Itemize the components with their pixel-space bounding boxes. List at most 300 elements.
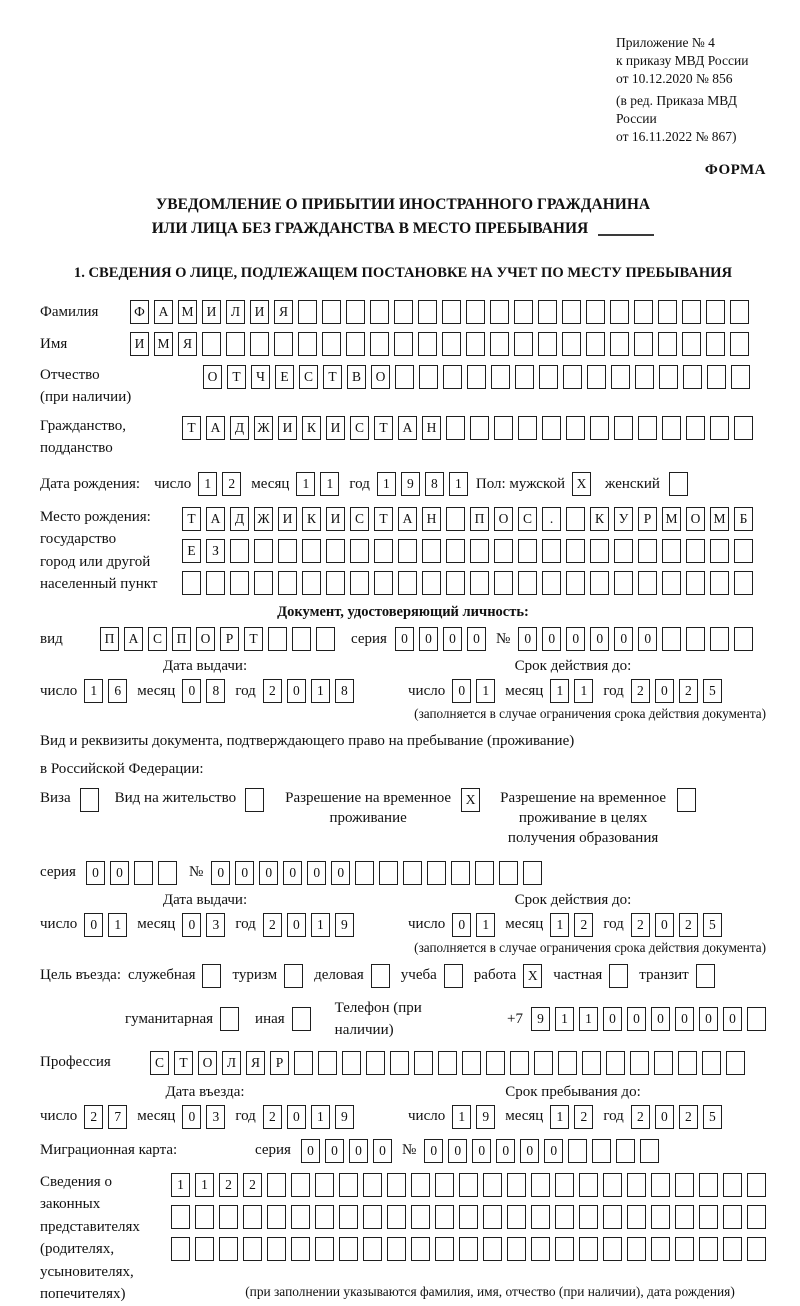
mc-number-cell[interactable]: 0 [424, 1139, 443, 1163]
patronymic-cell[interactable]: О [203, 365, 222, 389]
representative-cell[interactable] [483, 1205, 502, 1229]
surname-cell[interactable] [322, 300, 341, 324]
citizenship-cell[interactable] [710, 416, 729, 440]
citizenship-cell[interactable] [518, 416, 537, 440]
stay-day-cell[interactable]: 1 [452, 1105, 471, 1129]
given-name-cell[interactable] [322, 332, 341, 356]
doc-number-cell[interactable] [734, 627, 753, 651]
birth-place-cell[interactable] [470, 571, 489, 595]
profession-cell[interactable] [462, 1051, 481, 1075]
sex-male-checkbox[interactable]: X [572, 472, 591, 496]
birth-place-cell[interactable] [662, 571, 681, 595]
citizenship-cell[interactable] [614, 416, 633, 440]
patronymic-cell[interactable] [587, 365, 606, 389]
doc-kind-cell[interactable]: С [148, 627, 167, 651]
surname-cell[interactable] [610, 300, 629, 324]
issue-month-cell[interactable]: 0 [182, 679, 201, 703]
profession-cell[interactable] [630, 1051, 649, 1075]
representative-cell[interactable] [699, 1205, 718, 1229]
given-name-cell[interactable] [466, 332, 485, 356]
birth-place-cell[interactable]: Р [638, 507, 657, 531]
citizenship-cell[interactable]: И [278, 416, 297, 440]
entry-month-cell[interactable]: 3 [206, 1105, 225, 1129]
residence-permit-checkbox[interactable] [245, 788, 264, 812]
representative-cell[interactable] [387, 1173, 406, 1197]
citizenship-cell[interactable]: Д [230, 416, 249, 440]
birth-place-cell[interactable]: К [302, 507, 321, 531]
representative-cell[interactable] [531, 1173, 550, 1197]
birth-year-cell[interactable]: 8 [425, 472, 444, 496]
representative-cell[interactable] [459, 1237, 478, 1261]
purpose-checkbox[interactable]: X [523, 964, 542, 988]
representative-cell[interactable] [363, 1237, 382, 1261]
representative-cell[interactable] [699, 1173, 718, 1197]
doc-number-cell[interactable]: 0 [542, 627, 561, 651]
surname-cell[interactable] [418, 300, 437, 324]
doc-kind-cell[interactable] [268, 627, 287, 651]
doc-number-cell[interactable] [686, 627, 705, 651]
doc-kind-cell[interactable] [292, 627, 311, 651]
patronymic-cell[interactable]: Е [275, 365, 294, 389]
stay-month-cell[interactable]: 1 [550, 1105, 569, 1129]
profession-cell[interactable] [294, 1051, 313, 1075]
valid-month-cell[interactable]: 2 [574, 913, 593, 937]
representative-cell[interactable] [435, 1173, 454, 1197]
mc-number-cell[interactable]: 0 [472, 1139, 491, 1163]
valid-month-cell[interactable]: 1 [550, 679, 569, 703]
birth-place-cell[interactable] [566, 571, 585, 595]
patronymic-cell[interactable] [635, 365, 654, 389]
birth-place-cell[interactable]: Ж [254, 507, 273, 531]
residence-number-cell[interactable] [403, 861, 422, 885]
entry-day-cell[interactable]: 7 [108, 1105, 127, 1129]
valid-year-cell[interactable]: 2 [679, 913, 698, 937]
representative-cell[interactable] [603, 1237, 622, 1261]
representative-cell[interactable] [267, 1237, 286, 1261]
birth-place-cell[interactable]: Е [182, 539, 201, 563]
doc-kind-cell[interactable]: А [124, 627, 143, 651]
surname-cell[interactable] [466, 300, 485, 324]
given-name-cell[interactable] [538, 332, 557, 356]
surname-cell[interactable] [514, 300, 533, 324]
surname-cell[interactable] [562, 300, 581, 324]
citizenship-cell[interactable] [662, 416, 681, 440]
birth-place-cell[interactable]: М [662, 507, 681, 531]
birth-place-cell[interactable] [278, 571, 297, 595]
profession-cell[interactable]: Л [222, 1051, 241, 1075]
representative-cell[interactable] [195, 1237, 214, 1261]
surname-cell[interactable] [634, 300, 653, 324]
representative-cell[interactable] [651, 1173, 670, 1197]
patronymic-cell[interactable] [419, 365, 438, 389]
given-name-cell[interactable] [370, 332, 389, 356]
residence-number-cell[interactable]: 0 [307, 861, 326, 885]
patronymic-cell[interactable]: Т [323, 365, 342, 389]
birth-place-cell[interactable]: С [518, 507, 537, 531]
birth-place-cell[interactable] [566, 507, 585, 531]
given-name-cell[interactable] [514, 332, 533, 356]
mc-series-cell[interactable]: 0 [301, 1139, 320, 1163]
phone-digit-cell[interactable]: 9 [531, 1007, 550, 1031]
given-name-cell[interactable] [730, 332, 749, 356]
mc-number-cell[interactable]: 0 [448, 1139, 467, 1163]
birth-place-cell[interactable] [542, 571, 561, 595]
representative-cell[interactable] [339, 1237, 358, 1261]
representative-cell[interactable] [171, 1237, 190, 1261]
birth-place-cell[interactable] [278, 539, 297, 563]
citizenship-cell[interactable]: С [350, 416, 369, 440]
birth-place-cell[interactable] [494, 539, 513, 563]
doc-kind-cell[interactable]: О [196, 627, 215, 651]
representative-cell[interactable] [651, 1205, 670, 1229]
birth-place-cell[interactable] [302, 571, 321, 595]
representative-cell[interactable] [555, 1173, 574, 1197]
phone-digit-cell[interactable]: 0 [651, 1007, 670, 1031]
stay-year-cell[interactable]: 2 [631, 1105, 650, 1129]
stay-month-cell[interactable]: 2 [574, 1105, 593, 1129]
birth-place-cell[interactable] [350, 539, 369, 563]
representative-cell[interactable] [435, 1237, 454, 1261]
representative-cell[interactable] [291, 1237, 310, 1261]
profession-cell[interactable] [438, 1051, 457, 1075]
phone-digit-cell[interactable]: 1 [579, 1007, 598, 1031]
given-name-cell[interactable]: И [130, 332, 149, 356]
representative-cell[interactable] [267, 1205, 286, 1229]
issue-day-cell[interactable]: 1 [108, 913, 127, 937]
citizenship-cell[interactable] [446, 416, 465, 440]
issue-year-cell[interactable]: 8 [335, 679, 354, 703]
citizenship-cell[interactable] [638, 416, 657, 440]
surname-cell[interactable]: Я [274, 300, 293, 324]
birth-place-cell[interactable] [422, 539, 441, 563]
representative-cell[interactable] [459, 1205, 478, 1229]
birth-place-cell[interactable] [446, 571, 465, 595]
birth-place-cell[interactable] [302, 539, 321, 563]
patronymic-cell[interactable] [611, 365, 630, 389]
given-name-cell[interactable] [250, 332, 269, 356]
residence-series-cell[interactable]: 0 [110, 861, 129, 885]
representative-cell[interactable] [315, 1237, 334, 1261]
residence-series-cell[interactable] [134, 861, 153, 885]
profession-cell[interactable] [582, 1051, 601, 1075]
issue-month-cell[interactable]: 8 [206, 679, 225, 703]
given-name-cell[interactable] [418, 332, 437, 356]
patronymic-cell[interactable] [683, 365, 702, 389]
representative-cell[interactable] [747, 1205, 766, 1229]
patronymic-cell[interactable] [707, 365, 726, 389]
surname-cell[interactable] [298, 300, 317, 324]
doc-series-cell[interactable]: 0 [419, 627, 438, 651]
representative-cell[interactable] [603, 1173, 622, 1197]
profession-cell[interactable] [702, 1051, 721, 1075]
representative-cell[interactable] [507, 1205, 526, 1229]
residence-series-cell[interactable]: 0 [86, 861, 105, 885]
valid-year-cell[interactable]: 0 [655, 679, 674, 703]
birth-place-cell[interactable] [686, 571, 705, 595]
entry-month-cell[interactable]: 0 [182, 1105, 201, 1129]
doc-kind-cell[interactable]: Р [220, 627, 239, 651]
profession-cell[interactable] [486, 1051, 505, 1075]
representative-cell[interactable] [339, 1205, 358, 1229]
birth-place-cell[interactable] [638, 571, 657, 595]
doc-number-cell[interactable]: 0 [614, 627, 633, 651]
patronymic-cell[interactable] [539, 365, 558, 389]
stay-day-cell[interactable]: 9 [476, 1105, 495, 1129]
issue-month-cell[interactable]: 3 [206, 913, 225, 937]
patronymic-cell[interactable] [563, 365, 582, 389]
given-name-cell[interactable] [610, 332, 629, 356]
profession-cell[interactable] [678, 1051, 697, 1075]
valid-year-cell[interactable]: 0 [655, 913, 674, 937]
surname-cell[interactable] [490, 300, 509, 324]
phone-digit-cell[interactable]: 0 [699, 1007, 718, 1031]
birth-place-cell[interactable]: М [710, 507, 729, 531]
birth-place-cell[interactable] [374, 539, 393, 563]
surname-cell[interactable] [442, 300, 461, 324]
birth-place-cell[interactable] [446, 507, 465, 531]
given-name-cell[interactable] [274, 332, 293, 356]
citizenship-cell[interactable]: Н [422, 416, 441, 440]
given-name-cell[interactable] [586, 332, 605, 356]
mc-series-cell[interactable]: 0 [325, 1139, 344, 1163]
profession-cell[interactable]: О [198, 1051, 217, 1075]
birth-place-cell[interactable] [374, 571, 393, 595]
valid-month-cell[interactable]: 1 [574, 679, 593, 703]
purpose-checkbox[interactable] [284, 964, 303, 988]
representative-cell[interactable] [627, 1237, 646, 1261]
valid-month-cell[interactable]: 1 [550, 913, 569, 937]
representative-cell[interactable] [507, 1173, 526, 1197]
profession-cell[interactable] [726, 1051, 745, 1075]
birth-place-cell[interactable]: Д [230, 507, 249, 531]
purpose-checkbox[interactable] [696, 964, 715, 988]
given-name-cell[interactable]: Я [178, 332, 197, 356]
representative-cell[interactable] [411, 1173, 430, 1197]
representative-cell[interactable] [291, 1173, 310, 1197]
entry-year-cell[interactable]: 2 [263, 1105, 282, 1129]
birth-place-cell[interactable]: О [494, 507, 513, 531]
birth-place-cell[interactable]: К [590, 507, 609, 531]
representative-cell[interactable] [435, 1205, 454, 1229]
representative-cell[interactable] [387, 1205, 406, 1229]
profession-cell[interactable] [414, 1051, 433, 1075]
issue-day-cell[interactable]: 1 [84, 679, 103, 703]
profession-cell[interactable] [366, 1051, 385, 1075]
birth-place-cell[interactable]: П [470, 507, 489, 531]
representative-cell[interactable] [315, 1205, 334, 1229]
residence-number-cell[interactable] [379, 861, 398, 885]
profession-cell[interactable] [318, 1051, 337, 1075]
doc-kind-cell[interactable]: П [172, 627, 191, 651]
birth-place-cell[interactable] [662, 539, 681, 563]
patronymic-cell[interactable] [467, 365, 486, 389]
patronymic-cell[interactable] [731, 365, 750, 389]
surname-cell[interactable] [706, 300, 725, 324]
doc-number-cell[interactable]: 0 [566, 627, 585, 651]
representative-cell[interactable] [675, 1173, 694, 1197]
given-name-cell[interactable] [394, 332, 413, 356]
profession-cell[interactable]: С [150, 1051, 169, 1075]
surname-cell[interactable]: И [202, 300, 221, 324]
representative-cell[interactable] [723, 1173, 742, 1197]
citizenship-cell[interactable]: К [302, 416, 321, 440]
patronymic-cell[interactable]: О [371, 365, 390, 389]
issue-year-cell[interactable]: 2 [263, 913, 282, 937]
mc-number-cell[interactable] [592, 1139, 611, 1163]
doc-kind-cell[interactable]: Т [244, 627, 263, 651]
birth-place-cell[interactable] [494, 571, 513, 595]
profession-cell[interactable] [654, 1051, 673, 1075]
given-name-cell[interactable] [682, 332, 701, 356]
patronymic-cell[interactable] [395, 365, 414, 389]
surname-cell[interactable] [538, 300, 557, 324]
patronymic-cell[interactable]: Ч [251, 365, 270, 389]
birth-place-cell[interactable] [590, 571, 609, 595]
doc-kind-cell[interactable]: П [100, 627, 119, 651]
representative-cell[interactable]: 1 [171, 1173, 190, 1197]
profession-cell[interactable]: Т [174, 1051, 193, 1075]
citizenship-cell[interactable]: Т [182, 416, 201, 440]
birth-month-cell[interactable]: 1 [320, 472, 339, 496]
representative-cell[interactable] [411, 1205, 430, 1229]
representative-cell[interactable] [579, 1237, 598, 1261]
patronymic-cell[interactable] [515, 365, 534, 389]
mc-series-cell[interactable]: 0 [349, 1139, 368, 1163]
representative-cell[interactable] [531, 1237, 550, 1261]
given-name-cell[interactable] [562, 332, 581, 356]
issue-day-cell[interactable]: 6 [108, 679, 127, 703]
birth-place-cell[interactable]: . [542, 507, 561, 531]
entry-day-cell[interactable]: 2 [84, 1105, 103, 1129]
birth-place-cell[interactable]: А [206, 507, 225, 531]
birth-place-cell[interactable] [518, 539, 537, 563]
representative-cell[interactable] [627, 1205, 646, 1229]
representative-cell[interactable] [219, 1237, 238, 1261]
representative-cell[interactable] [531, 1205, 550, 1229]
birth-place-cell[interactable] [470, 539, 489, 563]
birth-place-cell[interactable]: Т [374, 507, 393, 531]
birth-place-cell[interactable]: Т [182, 507, 201, 531]
phone-digit-cell[interactable]: 0 [675, 1007, 694, 1031]
representative-cell[interactable] [507, 1237, 526, 1261]
representative-cell[interactable] [699, 1237, 718, 1261]
phone-digit-cell[interactable]: 1 [555, 1007, 574, 1031]
given-name-cell[interactable] [202, 332, 221, 356]
surname-cell[interactable]: А [154, 300, 173, 324]
residence-number-cell[interactable] [475, 861, 494, 885]
given-name-cell[interactable] [634, 332, 653, 356]
visa-checkbox[interactable] [80, 788, 99, 812]
representative-cell[interactable] [723, 1237, 742, 1261]
representative-cell[interactable] [579, 1173, 598, 1197]
valid-year-cell[interactable]: 5 [703, 679, 722, 703]
representative-cell[interactable] [579, 1205, 598, 1229]
profession-cell[interactable]: Я [246, 1051, 265, 1075]
stay-year-cell[interactable]: 5 [703, 1105, 722, 1129]
given-name-cell[interactable] [226, 332, 245, 356]
birth-place-cell[interactable] [446, 539, 465, 563]
residence-number-cell[interactable]: 0 [331, 861, 350, 885]
birth-place-cell[interactable] [542, 539, 561, 563]
surname-cell[interactable] [586, 300, 605, 324]
profession-cell[interactable] [558, 1051, 577, 1075]
issue-year-cell[interactable]: 0 [287, 679, 306, 703]
birth-place-cell[interactable] [398, 539, 417, 563]
given-name-cell[interactable] [706, 332, 725, 356]
issue-day-cell[interactable]: 0 [84, 913, 103, 937]
birth-place-cell[interactable] [182, 571, 201, 595]
residence-number-cell[interactable]: 0 [259, 861, 278, 885]
representative-cell[interactable] [747, 1173, 766, 1197]
representative-cell[interactable] [267, 1173, 286, 1197]
profession-cell[interactable] [390, 1051, 409, 1075]
entry-year-cell[interactable]: 9 [335, 1105, 354, 1129]
issue-year-cell[interactable]: 1 [311, 679, 330, 703]
profession-cell[interactable] [534, 1051, 553, 1075]
representative-cell[interactable] [723, 1205, 742, 1229]
representative-cell[interactable] [291, 1205, 310, 1229]
residence-number-cell[interactable]: 0 [211, 861, 230, 885]
birth-day-cell[interactable]: 2 [222, 472, 241, 496]
patronymic-cell[interactable]: В [347, 365, 366, 389]
representative-cell[interactable] [363, 1173, 382, 1197]
citizenship-cell[interactable] [686, 416, 705, 440]
birth-place-cell[interactable] [614, 571, 633, 595]
mc-number-cell[interactable] [616, 1139, 635, 1163]
phone-digit-cell[interactable]: 0 [627, 1007, 646, 1031]
valid-year-cell[interactable]: 2 [631, 913, 650, 937]
profession-cell[interactable] [342, 1051, 361, 1075]
birth-place-cell[interactable] [326, 571, 345, 595]
given-name-cell[interactable] [346, 332, 365, 356]
representative-cell[interactable] [483, 1237, 502, 1261]
birth-month-cell[interactable]: 1 [296, 472, 315, 496]
citizenship-cell[interactable] [566, 416, 585, 440]
stay-year-cell[interactable]: 0 [655, 1105, 674, 1129]
citizenship-cell[interactable] [470, 416, 489, 440]
issue-year-cell[interactable]: 1 [311, 913, 330, 937]
birth-place-cell[interactable]: С [350, 507, 369, 531]
given-name-cell[interactable] [442, 332, 461, 356]
patronymic-cell[interactable]: С [299, 365, 318, 389]
representative-cell[interactable] [555, 1237, 574, 1261]
surname-cell[interactable]: М [178, 300, 197, 324]
surname-cell[interactable] [394, 300, 413, 324]
birth-place-cell[interactable]: О [686, 507, 705, 531]
birth-place-cell[interactable] [710, 539, 729, 563]
representative-cell[interactable] [339, 1173, 358, 1197]
valid-year-cell[interactable]: 2 [679, 679, 698, 703]
given-name-cell[interactable]: М [154, 332, 173, 356]
citizenship-cell[interactable]: А [206, 416, 225, 440]
valid-day-cell[interactable]: 1 [476, 679, 495, 703]
residence-number-cell[interactable] [355, 861, 374, 885]
valid-day-cell[interactable]: 1 [476, 913, 495, 937]
purpose-checkbox[interactable] [220, 1007, 239, 1031]
birth-year-cell[interactable]: 1 [449, 472, 468, 496]
representative-cell[interactable] [651, 1237, 670, 1261]
representative-cell[interactable] [363, 1205, 382, 1229]
doc-number-cell[interactable] [662, 627, 681, 651]
birth-place-cell[interactable] [590, 539, 609, 563]
phone-digit-cell[interactable]: 0 [723, 1007, 742, 1031]
valid-day-cell[interactable]: 0 [452, 913, 471, 937]
valid-year-cell[interactable]: 2 [631, 679, 650, 703]
birth-place-cell[interactable]: А [398, 507, 417, 531]
birth-place-cell[interactable]: И [326, 507, 345, 531]
citizenship-cell[interactable] [494, 416, 513, 440]
birth-place-cell[interactable]: У [614, 507, 633, 531]
